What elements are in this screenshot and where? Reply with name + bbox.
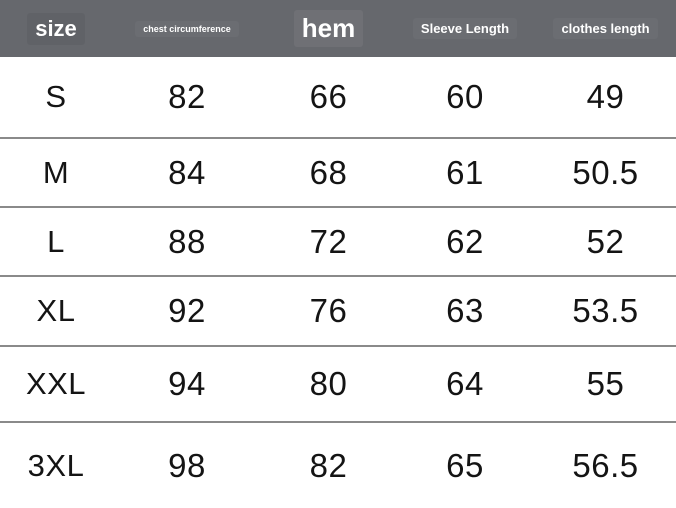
table-row-3xl — [0, 423, 676, 508]
column-header-chest-circumference-label: chest circumference — [135, 21, 239, 37]
hem-value: 82 — [309, 446, 348, 484]
hem-value: 76 — [309, 292, 348, 329]
hem-value: 66 — [309, 78, 348, 115]
hem-value: 72 — [309, 222, 348, 260]
size-value: XXL — [25, 366, 87, 401]
size-value: S — [45, 79, 67, 114]
clothes-value: 50.5 — [572, 153, 639, 191]
clothes-value: 49 — [586, 78, 625, 115]
table-row-xxl — [0, 347, 676, 423]
column-header-size — [0, 0, 112, 57]
sleeve-value: 60 — [446, 78, 484, 115]
clothes-value: 55 — [586, 365, 625, 402]
column-header-hem-label: hem — [294, 10, 363, 47]
column-header-size-label: size — [27, 13, 85, 45]
hem-value: 68 — [309, 153, 348, 191]
table-row-m — [0, 139, 676, 208]
clothes-value: 56.5 — [572, 446, 639, 484]
table-row-s — [0, 57, 676, 139]
clothes-value: 52 — [586, 222, 625, 260]
column-header-clothes-length-label: clothes length — [553, 18, 657, 39]
header-row — [0, 0, 676, 57]
table-row-l — [0, 208, 676, 277]
sleeve-value: 61 — [446, 153, 484, 191]
size-value: 3XL — [27, 447, 85, 483]
column-header-chest-circumference — [112, 0, 262, 57]
chest-value: 84 — [168, 153, 206, 191]
chest-value: 82 — [168, 78, 206, 115]
chest-value: 94 — [168, 365, 206, 402]
table-row-xl — [0, 277, 676, 347]
sleeve-value: 62 — [446, 222, 484, 260]
column-header-sleeve-length — [395, 0, 535, 57]
clothes-value: 53.5 — [572, 292, 639, 329]
column-header-clothes-length — [535, 0, 676, 57]
sleeve-value: 65 — [446, 446, 484, 484]
column-header-sleeve-length-label: Sleeve Length — [413, 18, 517, 39]
column-header-hem — [262, 0, 395, 57]
size-value: M — [42, 154, 70, 190]
size-value: XL — [36, 293, 76, 328]
sleeve-value: 63 — [446, 292, 484, 329]
chest-value: 88 — [168, 222, 206, 260]
chest-value: 98 — [168, 446, 206, 484]
chest-value: 92 — [168, 292, 206, 329]
sleeve-value: 64 — [446, 365, 484, 402]
hem-value: 80 — [309, 365, 348, 402]
size-value: L — [47, 223, 65, 259]
